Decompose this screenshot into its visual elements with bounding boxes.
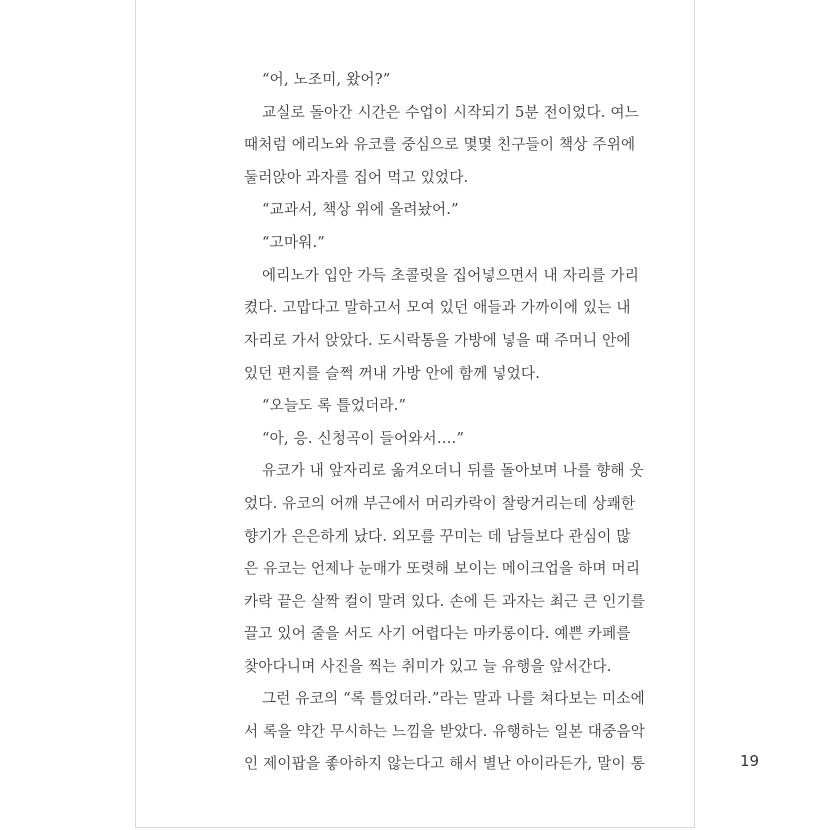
text-line: 었다. 유코의 어깨 부근에서 머리카락이 찰랑거리는데 상쾌한 [244, 495, 636, 512]
text-line: 그런 유코의 “록 틀었더라.”라는 말과 나를 쳐다보는 미소에 [262, 690, 645, 707]
page-number: 19 [740, 752, 760, 770]
book-page [135, 0, 760, 828]
text-line: 에리노가 입안 가득 초콜릿을 집어넣으면서 내 자리를 가리 [262, 267, 640, 284]
text-line: 있던 편지를 슬쩍 꺼내 가방 안에 함께 넣었다. [244, 365, 541, 382]
text-line: 끌고 있어 줄을 서도 사기 어렵다는 마카롱이다. 예쁜 카페를 [244, 625, 631, 642]
text-line: 때처럼 에리노와 유코를 중심으로 몇몇 친구들이 책상 주위에 [244, 136, 636, 153]
text-line: 켰다. 고맙다고 말하고서 모여 있던 애들과 가까이에 있는 내 [244, 299, 631, 316]
text-line: 교실로 돌아간 시간은 수업이 시작되기 5분 전이었다. 여느 [262, 104, 640, 121]
text-line: 유코가 내 앞자리로 옮겨오더니 뒤를 돌아보며 나를 향해 웃 [262, 462, 644, 479]
text-line: 둘러앉아 과자를 집어 먹고 있었다. [244, 169, 469, 186]
text-line: 은 유코는 언제나 눈매가 또렷해 보이는 메이크업을 하며 머리 [244, 560, 641, 577]
text-line: 서 록을 약간 무시하는 느낌을 받았다. 유행하는 일본 대중음악 [244, 723, 645, 740]
text-line: “아, 응. 신청곡이 들어와서….” [262, 430, 465, 447]
text-line: 향기가 은은하게 났다. 외모를 꾸미는 데 남들보다 관심이 많 [244, 528, 631, 545]
text-line: 인 제이팝을 좋아하지 않는다고 해서 별난 아이라든가, 말이 통 [244, 755, 645, 772]
text-line: “오늘도 록 틀었더라.” [262, 397, 407, 414]
text-line: “고마워.” [262, 234, 326, 251]
text-line: 찾아다니며 사진을 찍는 취미가 있고 늘 유행을 앞서간다. [244, 658, 612, 675]
text-line: “교과서, 책상 위에 올려놨어.” [262, 201, 459, 218]
text-line: “어, 노조미, 왔어?” [262, 71, 391, 88]
text-line: 카락 끝은 살짝 컬이 말려 있다. 손에 든 과자는 최근 큰 인기를 [244, 593, 646, 610]
text-line: 자리로 가서 앉았다. 도시락통을 가방에 넣을 때 주머니 안에 [244, 332, 631, 349]
